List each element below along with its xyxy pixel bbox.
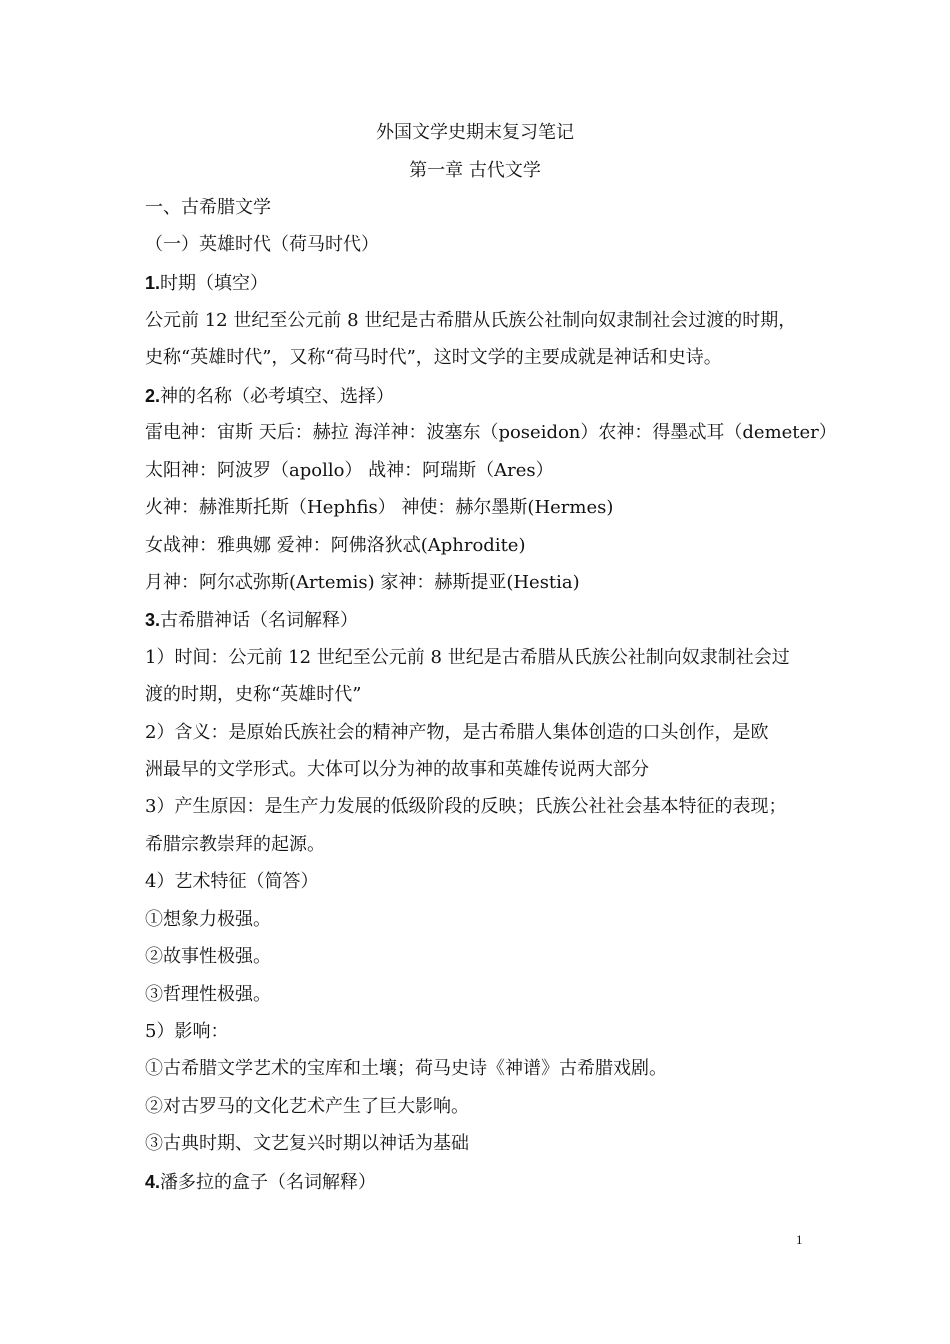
paragraph-line: 史称“英雄时代”，又称“荷马时代”，这时文学的主要成就是神话和史诗。 — [145, 347, 722, 368]
list-item: ①想象力极强。 — [145, 909, 271, 930]
gods-line: 火神：赫淮斯托斯（Hephfis） 神使：赫尔墨斯(Hermes) — [145, 497, 614, 518]
heading-1-number: 1. — [145, 273, 161, 293]
list-item: ②故事性极强。 — [145, 946, 271, 967]
paragraph-line: 2）含义：是原始氏族社会的精神产物，是古希腊人集体创造的口头创作，是欧 — [145, 722, 769, 743]
gods-line: 月神：阿尔忒弥斯(Artemis) 家神：赫斯提亚(Hestia) — [145, 572, 580, 593]
heading-3-number: 3. — [145, 610, 161, 630]
gods-line: 太阳神：阿波罗（apollo） 战神：阿瑞斯（Ares） — [145, 460, 554, 481]
list-item: ①古希腊文学艺术的宝库和土壤；荷马史诗《神谱》古希腊戏剧。 — [145, 1058, 667, 1079]
list-item: ②对古罗马的文化艺术产生了巨大影响。 — [145, 1096, 469, 1117]
doc-title: 外国文学史期末复习笔记 — [376, 122, 574, 143]
paragraph-line: 5）影响： — [145, 1021, 229, 1042]
list-item: ③哲理性极强。 — [145, 984, 271, 1005]
paragraph-line: 4）艺术特征（简答） — [145, 871, 319, 892]
heading-2 — [145, 384, 817, 409]
paragraph-line: 希腊宗教崇拜的起源。 — [145, 834, 325, 855]
section-heading: 一、古希腊文学 — [145, 197, 271, 218]
heading-3 — [145, 608, 817, 633]
subsection-heading: （一）英雄时代（荷马时代） — [145, 234, 379, 255]
heading-4-text: 潘多拉的盒子（名词解释） — [160, 1172, 377, 1193]
heading-4 — [145, 1170, 817, 1195]
gods-line: 女战神：雅典娜 爱神：阿佛洛狄忒(Aphrodite) — [145, 535, 526, 556]
heading-1 — [145, 271, 817, 296]
paragraph-line: 1）时间：公元前 12 世纪至公元前 8 世纪是古希腊从氏族公社制向奴隶制社会过 — [145, 647, 790, 668]
paragraph-line: 公元前 12 世纪至公元前 8 世纪是古希腊从氏族公社制向奴隶制社会过渡的时期， — [145, 310, 797, 331]
heading-2-number: 2. — [145, 386, 161, 406]
paragraph-line: 洲最早的文学形式。大体可以分为神的故事和英雄传说两大部分 — [145, 759, 649, 780]
paragraph-line: 渡的时期，史称“英雄时代” — [145, 684, 362, 705]
heading-1-text: 时期（填空） — [160, 273, 269, 294]
heading-4-number: 4. — [145, 1172, 161, 1192]
gods-line: 雷电神：宙斯 天后：赫拉 海洋神：波塞东（poseidon）农神：得墨忒耳（demeter） — [145, 422, 837, 443]
page-number: 1 — [796, 1232, 803, 1247]
heading-2-text: 神的名称（必考填空、选择） — [160, 386, 395, 407]
list-item: ③古典时期、文艺复兴时期以神话为基础 — [145, 1133, 469, 1154]
paragraph-line: 3）产生原因：是生产力发展的低级阶段的反映；氏族公社社会基本特征的表现； — [145, 796, 787, 817]
heading-3-text: 古希腊神话（名词解释） — [160, 610, 359, 631]
chapter-title: 第一章 古代文学 — [409, 160, 541, 181]
